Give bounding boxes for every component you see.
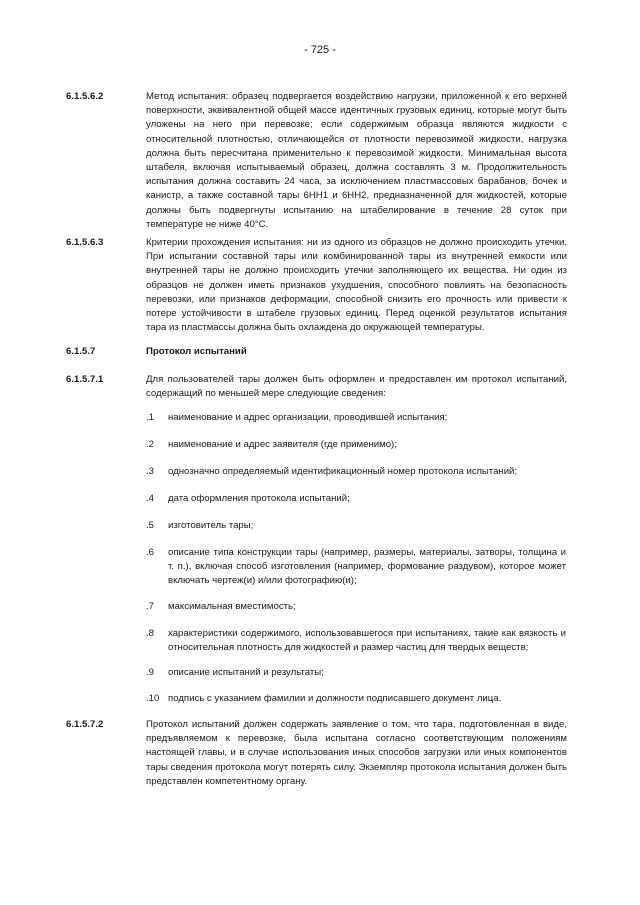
list-item-text: описание типа конструкции тары (например, размеры, материалы, затворы, толщина и т. п.), включая способ изготовления (например, формование раздувом), которое может включать чертеж(и) и/или фотографию(и);	[168, 547, 566, 587]
page-number: - 725 -	[304, 44, 336, 56]
list-item-number: .4	[146, 493, 155, 504]
section-number: 6.1.5.6.3	[66, 237, 104, 248]
list-item-text: подпись с указанием фамилии и должности подписавшего документ лица.	[168, 693, 502, 704]
list-item-number: .5	[146, 520, 155, 531]
section-text: Метод испытания: образец подвергается воздействию нагрузки, приложенной к его верхней поверхности, эквивалентной общей массе идентичных грузовых единиц, которые могут быть уложены на него при перевозке; если содержимым образца являются жидкости с относительной плотностью, отличающейся от плотности перевозимой жидкости, нагрузка должна быть пересчитана применительно к перевозимой жидкости. Минимальная высота штабеля, включая испытываемый образец, должна составлять 3 м. Продолжительность испытания должна составить 24 часа, за исключением пластмассовых барабанов, бочек и канистр, а также составной тары 6НН1 и 6НН2, предназначенной для жидкостей, которые должны быть подвергнуты испытанию на штабелирование в течение 28 суток при температуре не ниже 40°C.	[146, 91, 567, 230]
section-heading: Протокол испытаний	[146, 346, 247, 357]
list-item-text: наименование и адрес организации, проводившей испытания;	[168, 412, 448, 423]
list-item-number: .1	[146, 412, 155, 423]
list-item-text: наименование и адрес заявителя (где применимо);	[168, 439, 397, 450]
section-text: Для пользователей тары должен быть оформлен и предоставлен им протокол испытаний, содержащий по меньшей мере следующие сведения:	[146, 374, 567, 400]
list-item-number: .8	[146, 628, 155, 639]
list-item-number: .2	[146, 439, 155, 450]
list-item-text: максимальная вместимость;	[168, 601, 296, 612]
list-item-text: описание испытаний и результаты;	[168, 667, 324, 678]
list-item-text: однозначно определяемый идентификационный номер протокола испытаний;	[168, 466, 518, 477]
section-text: Критерии прохождения испытания: ни из одного из образцов не должно происходить утечки. При испытании составной тары или комбинированной тары из внутренней емкости или внутренней тары не должно происходить утечки заполняющего их вещества. Ни один из образцов не должен иметь признаков ухудшения, способного повлиять на безопасность перевозки, или признаков деформации, способной снизить его прочность или привести к потере устойчивости в штабеле грузовых единиц. Перед оценкой результатов испытания тара из пластмассы должна быть охлаждена до окружающей температуры.	[146, 237, 567, 334]
list-item-number: .7	[146, 601, 155, 612]
section-number: 6.1.5.6.2	[66, 91, 104, 102]
list-item-number: .9	[146, 667, 155, 678]
list-item-number: .6	[146, 547, 155, 558]
list-item-text: характеристики содержимого, использовавшегося при испытаниях, такие как вязкость и относительная плотность для жидкостей и размер частиц для твердых веществ;	[168, 628, 566, 654]
list-item-text: изготовитель тары;	[168, 520, 254, 531]
list-item-text: дата оформления протокола испытаний;	[168, 493, 350, 504]
section-text: Протокол испытаний должен содержать заявление о том, что тара, подготовленная в виде, предъявляемом к перевозке, была испытана согласно соответствующим положениям настоящей главы, и в случае использования иных способов загрузки или иных компонентов тары сведения протокола могут потерять силу. Экземпляр протокола испытания должен быть представлен компетентному органу.	[146, 719, 567, 787]
section-number: 6.1.5.7.1	[66, 374, 104, 385]
section-number: 6.1.5.7	[66, 346, 96, 357]
section-number: 6.1.5.7.2	[66, 719, 104, 730]
list-item-number: .10	[146, 693, 160, 704]
list-item-number: .3	[146, 466, 155, 477]
